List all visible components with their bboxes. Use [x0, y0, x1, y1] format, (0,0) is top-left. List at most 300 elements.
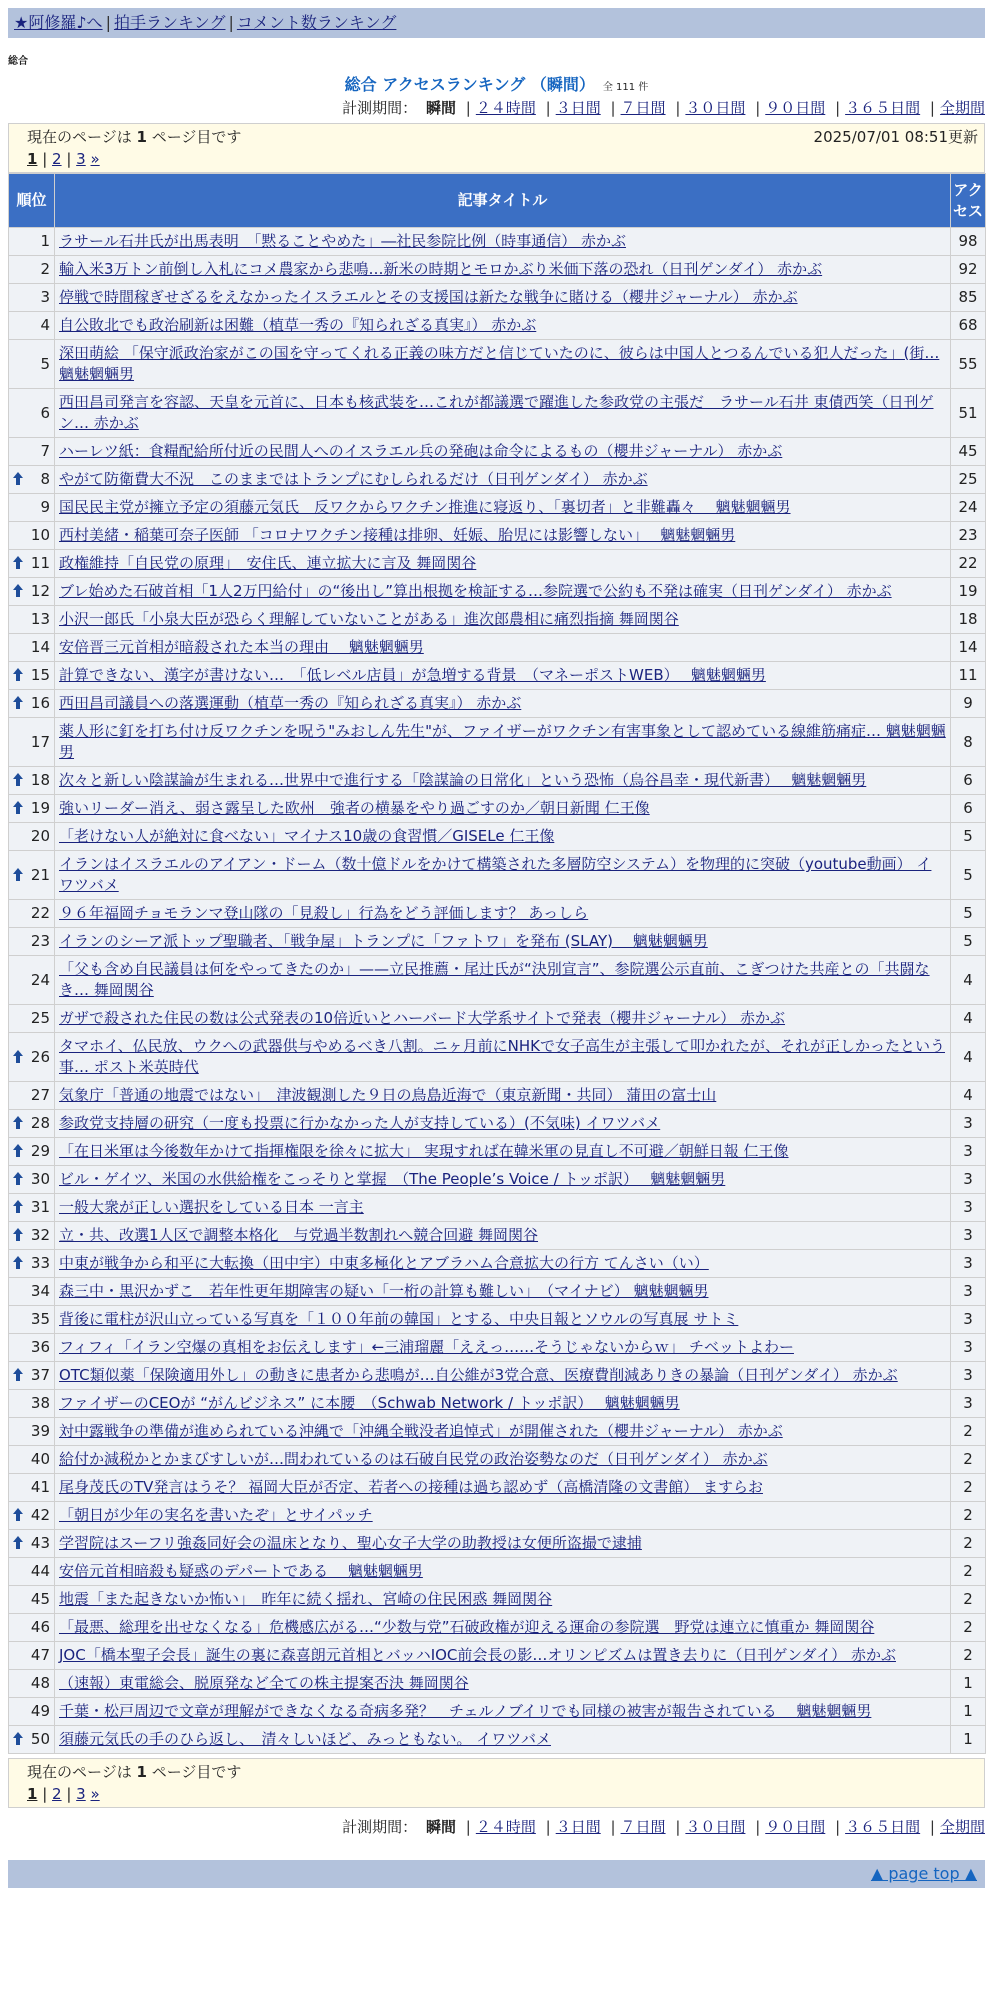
access-count: 3 [951, 1250, 986, 1278]
rank-up-arrow-icon [13, 696, 23, 709]
rank-number: 32 [30, 1226, 50, 1244]
table-row [9, 767, 986, 795]
table-row [9, 284, 986, 312]
period-option-all[interactable]: 全期間 [939, 99, 985, 117]
rank-number: 49 [30, 1702, 50, 1720]
current-page-text: 現在のページは 1 ページ目です [27, 1763, 242, 1781]
rank-up-arrow-icon [13, 1050, 23, 1063]
rank-cell [9, 928, 55, 956]
article-title-link[interactable]: 「最悪、総理を出せなくなる」危機感広がる…“少数与党”石破政権が迎える運命の参院選 野党は連立に慎重か 舞岡関谷 [59, 1618, 875, 1636]
table-row [9, 389, 986, 438]
rank-number: 42 [30, 1506, 50, 1524]
article-title-link[interactable]: ガザで殺された住民の数は公式発表の10倍近いとハーバード大学系サイトで発表（櫻井ジャーナル） 赤かぶ [59, 1009, 786, 1027]
article-title-link[interactable]: 森三中・黒沢かずこ 若年性更年期障害の疑い「一桁の計算も難しい」 （マイナビ） 魑魅魍魎男 [59, 1282, 709, 1300]
rank-number: 45 [30, 1590, 50, 1608]
rank-up-arrow-icon [13, 1368, 23, 1381]
access-count: 55 [951, 340, 986, 389]
table-row [9, 1418, 986, 1446]
article-title-link[interactable]: 計算できない、漢字が書けない… 「低レベル店員」が急増する背景 （マネーポストWEB） 魑魅魍魎男 [59, 666, 766, 684]
rank-cell [9, 1698, 55, 1726]
article-title-link[interactable]: 背後に電柱が沢山立っている写真を「１００年前の韓国」とする、中央日報とソウルの写真展 サトミ [59, 1310, 739, 1328]
rank-number: 8 [40, 470, 50, 488]
article-title-link[interactable]: 安倍元首相暗殺も疑惑のデパートである 魑魅魍魎男 [59, 1562, 423, 1580]
rank-cell [9, 1390, 55, 1418]
article-title-link[interactable]: 深田萌絵 「保守派政治家がこの国を守ってくれる正義の味方だと信じていたのに、彼らは中国人とつるんでいる犯人だった」(街… 魑魅魍魎男 [59, 344, 940, 383]
table-row [9, 928, 986, 956]
top-nav-bar [8, 8, 985, 38]
title-cell [55, 1446, 951, 1474]
table-row [9, 1033, 986, 1082]
rank-number: 23 [30, 932, 50, 950]
access-count: 3 [951, 1278, 986, 1306]
title-cell [55, 1166, 951, 1194]
current-page-text: 現在のページは 1 ページ目です [27, 128, 242, 146]
rank-cell [9, 1418, 55, 1446]
access-count: 1 [951, 1698, 986, 1726]
table-row [9, 823, 986, 851]
rank-number: 43 [30, 1534, 50, 1552]
article-title-link[interactable]: （速報）東電総会、脱原発など全ての株主提案否決 舞岡関谷 [59, 1674, 469, 1692]
rank-number: 11 [30, 554, 50, 572]
article-title-link[interactable]: 給付か減税かとかまびすしいが…問われているのは石破自民党の政治姿勢なのだ（日刊ゲンダイ） 赤かぶ [59, 1450, 768, 1468]
period-option-3d[interactable]: ３日間 [555, 1818, 601, 1836]
table-row [9, 1138, 986, 1166]
title-cell [55, 956, 951, 1005]
article-title-link[interactable]: 輸入米3万トン前倒し入札にコメ農家から悲鳴…新米の時期とモロかぶり米価下落の恐れ（日刊ゲンダイ） 赤かぶ [59, 260, 823, 278]
table-row [9, 606, 986, 634]
table-row [9, 438, 986, 466]
table-row [9, 1530, 986, 1558]
article-title-link[interactable]: OTC類似薬「保険適用外し」の動きに患者から悲鳴が…自公維が3党合意、医療費削減ありきの暴論（日刊ゲンダイ） 赤かぶ [59, 1366, 898, 1384]
access-count: 51 [951, 389, 986, 438]
title-cell [55, 522, 951, 550]
article-title-link[interactable]: 強いリーダー消え、弱さ露呈した欧州 強者の横暴をやり過ごすのか／朝日新聞 仁王像 [59, 799, 650, 817]
title-cell [55, 1194, 951, 1222]
rank-cell [9, 1474, 55, 1502]
rank-number: 28 [30, 1114, 50, 1132]
rank-cell [9, 900, 55, 928]
rank-number: 29 [30, 1142, 50, 1160]
access-count: 11 [951, 662, 986, 690]
table-row [9, 522, 986, 550]
table-row [9, 466, 986, 494]
period-current: 瞬間 [425, 1818, 456, 1836]
table-row [9, 795, 986, 823]
article-title-link[interactable]: 停戦で時間稼ぎせざるをえなかったイスラエルとその支援国は新たな戦争に賭ける（櫻井ジャーナル） 赤かぶ [59, 288, 798, 306]
article-title-link[interactable]: フィフィ「イラン空爆の真相をお伝えします」←三浦瑠麗「ええっ……そうじゃないからｗ」 チベットよわー [59, 1338, 794, 1356]
table-row [9, 1306, 986, 1334]
rank-number: 7 [40, 442, 50, 460]
rank-cell [9, 795, 55, 823]
article-title-link[interactable]: 地震「また起きないか怖い」 昨年に続く揺れ、宮崎の住民困惑 舞岡関谷 [59, 1590, 553, 1608]
table-row [9, 256, 986, 284]
table-row [9, 634, 986, 662]
page-link-next[interactable]: » [90, 1785, 100, 1803]
table-row [9, 1474, 986, 1502]
period-option-30d[interactable]: ３０日間 [685, 1818, 746, 1836]
page-link-3[interactable]: 3 [76, 1785, 86, 1803]
table-row [9, 956, 986, 1005]
article-title-link[interactable]: 参政党支持層の研究（一度も投票に行かなかった人が支持している）(不気味) イワツバメ [59, 1114, 661, 1132]
rank-number: 19 [30, 799, 50, 817]
total-count: 全 111 件 [602, 82, 649, 93]
rank-number: 13 [30, 610, 50, 628]
rank-number: 6 [40, 403, 50, 422]
article-title-link[interactable]: 西村美緒・稲葉可奈子医師 「コロナワクチン接種は排卵、妊娠、胎児には影響しない」 魑魅魍魎男 [59, 526, 736, 544]
rank-cell [9, 1138, 55, 1166]
page-top-link[interactable]: ▲ page top ▲ [870, 1864, 977, 1883]
page-link-3[interactable]: 3 [76, 150, 86, 168]
rank-up-arrow-icon [13, 1732, 23, 1745]
page-link-2[interactable]: 2 [52, 1785, 62, 1803]
rank-cell [9, 312, 55, 340]
access-count: 4 [951, 1005, 986, 1033]
rank-up-arrow-icon [13, 868, 23, 881]
access-count: 2 [951, 1530, 986, 1558]
rank-number: 47 [30, 1646, 50, 1664]
access-count: 45 [951, 438, 986, 466]
rank-up-arrow-icon [13, 1116, 23, 1129]
article-title-link[interactable]: イランのシーア派トップ聖職者、「戦争屋」トランプに「ファトワ」を発布 (SLAY) 魑魅魍魎男 [59, 932, 708, 950]
title-cell [55, 1530, 951, 1558]
title-cell [55, 340, 951, 389]
access-count: 24 [951, 494, 986, 522]
rank-number: 1 [40, 232, 50, 250]
footer-bar [8, 1860, 985, 1888]
rank-cell [9, 1362, 55, 1390]
title-cell [55, 1033, 951, 1082]
rank-cell [9, 1586, 55, 1614]
table-row [9, 340, 986, 389]
title-cell [55, 1110, 951, 1138]
access-count: 6 [951, 767, 986, 795]
rank-cell [9, 1194, 55, 1222]
article-title-link[interactable]: 西田昌司議員への落選運動（植草一秀の『知られざる真実』） 赤かぶ [59, 694, 522, 712]
table-row [9, 1362, 986, 1390]
rank-number: 4 [40, 316, 50, 334]
period-option-30d[interactable]: ３０日間 [685, 99, 746, 117]
article-title-link[interactable]: ビル・ゲイツ、米国の水供給権をこっそりと掌握 （The People’s Voice / トッポ訳） 魑魅魍魎男 [59, 1170, 726, 1188]
table-row [9, 1250, 986, 1278]
rank-number: 9 [40, 498, 50, 516]
rank-number: 15 [30, 666, 50, 684]
table-row [9, 1698, 986, 1726]
article-title-link[interactable]: 一般大衆が正しい選択をしている日本 一言主 [59, 1198, 364, 1216]
article-title-link[interactable]: イランはイスラエルのアイアン・ドーム（数十億ドルをかけて構築された多層防空システム）を物理的に突破（youtube動画） イワツバメ [59, 855, 932, 894]
rank-up-arrow-icon [13, 1508, 23, 1521]
article-title-link[interactable]: 薬人形に釘を打ち付け反ワクチンを呪う"みおしん先生"が、ファイザーがワクチン有害事象として認めている線維筋痛症… 魑魅魍魎男 [59, 722, 946, 761]
access-count: 2 [951, 1502, 986, 1530]
rank-cell [9, 690, 55, 718]
rank-number: 37 [30, 1366, 50, 1384]
title-cell [55, 900, 951, 928]
period-current: 瞬間 [425, 99, 456, 117]
access-count: 2 [951, 1474, 986, 1502]
rank-cell [9, 1530, 55, 1558]
access-count: 3 [951, 1334, 986, 1362]
table-row [9, 1110, 986, 1138]
article-title-link[interactable]: ラサール石井氏が出馬表明 「黙ることやめた」―社民参院比例（時事通信） 赤かぶ [59, 232, 626, 250]
access-count: 2 [951, 1558, 986, 1586]
title-cell [55, 256, 951, 284]
rank-cell [9, 1614, 55, 1642]
access-count: 5 [951, 823, 986, 851]
pagination: 1 | 2 | 3 » [27, 1785, 100, 1803]
rank-cell [9, 228, 55, 256]
title-cell [55, 1558, 951, 1586]
article-title-link[interactable]: 安倍晋三元首相が暗殺された本当の理由 魑魅魍魎男 [59, 638, 424, 656]
article-title-link[interactable]: ブレ始めた石破首相「1人2万円給付」の“後出し”算出根拠を検証する…参院選で公約も不発は確実（日刊ゲンダイ） 赤かぶ [59, 582, 892, 600]
rank-cell [9, 606, 55, 634]
article-title-link[interactable]: 次々と新しい陰謀論が生まれる…世界中で進行する「陰謀論の日常化」という恐怖（烏谷昌幸・現代新書） 魑魅魍魎男 [59, 771, 867, 789]
rank-number: 2 [40, 260, 50, 278]
access-count: 19 [951, 578, 986, 606]
article-title-link[interactable]: ファイザーのCEOが “がんビジネス” に本腰 （Schwab Network / トッポ訳） 魑魅魍魎男 [59, 1394, 680, 1412]
article-title-link[interactable]: 政権維持「自民党の原理」 安住氏、連立拡大に言及 舞岡関谷 [59, 554, 477, 572]
rank-cell [9, 1306, 55, 1334]
rank-up-arrow-icon [13, 801, 23, 814]
breadcrumb: 総合 [8, 56, 28, 67]
table-row [9, 1726, 986, 1754]
access-count: 2 [951, 1446, 986, 1474]
title-cell [55, 1390, 951, 1418]
period-option-24h[interactable]: ２４時間 [475, 1818, 536, 1836]
title-cell [55, 928, 951, 956]
access-count: 3 [951, 1138, 986, 1166]
title-cell [55, 767, 951, 795]
article-title-link[interactable]: 中東が戦争から和平に大転換（田中宇）中東多極化とアブラハム合意拡大の行方 てんさい（い） [59, 1254, 709, 1272]
title-cell [55, 1250, 951, 1278]
nav-link-asyura[interactable]: ★阿修羅♪へ [14, 13, 103, 32]
article-title-link[interactable]: 小沢一郎氏「小泉大臣が恐らく理解していないことがある」進次郎農相に痛烈指摘 舞岡関谷 [59, 610, 679, 628]
title-cell [55, 1698, 951, 1726]
page-info-top [8, 123, 985, 173]
rank-up-arrow-icon [13, 584, 23, 597]
access-count: 4 [951, 1033, 986, 1082]
period-option-24h[interactable]: ２４時間 [475, 99, 536, 117]
rank-number: 3 [40, 288, 50, 306]
table-row [9, 662, 986, 690]
period-option-90d[interactable]: ９０日間 [765, 1818, 826, 1836]
table-row [9, 1614, 986, 1642]
rank-up-arrow-icon [13, 556, 23, 569]
page-info-bottom [8, 1758, 985, 1808]
table-row [9, 1222, 986, 1250]
rank-cell [9, 1726, 55, 1754]
access-count: 3 [951, 1306, 986, 1334]
title-cell [55, 1082, 951, 1110]
nav-separator: | [228, 13, 234, 32]
rank-number: 38 [30, 1394, 50, 1412]
rank-cell [9, 1558, 55, 1586]
table-row [9, 1194, 986, 1222]
title-cell [55, 634, 951, 662]
article-title-link[interactable]: 西田昌司発言を容認、天皇を元首に、日本も核武装を…これが都議選で躍進した参政党の主張だ ラサール石井 東債西笑（日刊ゲン… 赤かぶ [59, 393, 934, 432]
table-row [9, 1642, 986, 1670]
period-selector-bottom: 計測期間： 瞬間 | ２４時間 | ３日間 | ７日間 | ３０日間 | ９０日間 | ３６５日間 | 全期間 [342, 1818, 985, 1836]
nav-link-comment-ranking[interactable]: コメント数ランキング [236, 13, 397, 32]
rank-cell [9, 340, 55, 389]
article-title-link[interactable]: 国民民主党が擁立予定の須藤元気氏 反ワクからワクチン推進に寝返り、「裏切者」と非難轟々 魑魅魍魎男 [59, 498, 791, 516]
rank-cell [9, 823, 55, 851]
access-count: 92 [951, 256, 986, 284]
article-title-link[interactable]: 尾身茂氏のTV発言はうそ？ 福岡大臣が否定、若者への接種は過ち認めず（高橋清隆の文書館） ますらお [59, 1478, 763, 1496]
rank-cell [9, 956, 55, 1005]
page-link-1[interactable]: 1 [27, 150, 38, 168]
title-cell [55, 1642, 951, 1670]
rank-number: 20 [30, 827, 50, 845]
rank-number: 46 [30, 1618, 50, 1636]
article-title-link[interactable]: 「朝日が少年の実名を書いたぞ」とサイパッチ [59, 1506, 373, 1524]
rank-cell [9, 767, 55, 795]
page-link-next[interactable]: » [90, 150, 100, 168]
article-title-link[interactable]: 須藤元気氏の手のひら返し、 清々しいほど、みっともない。 イワツバメ [59, 1730, 551, 1748]
title-cell [55, 1726, 951, 1754]
period-option-90d[interactable]: ９０日間 [765, 99, 826, 117]
rank-cell [9, 389, 55, 438]
rank-number: 17 [30, 732, 50, 751]
rank-up-arrow-icon [13, 668, 23, 681]
rank-cell [9, 1334, 55, 1362]
period-option-365d[interactable]: ３６５日間 [845, 1818, 921, 1836]
access-count: 2 [951, 1614, 986, 1642]
access-count: 3 [951, 1222, 986, 1250]
table-row [9, 550, 986, 578]
title-cell [55, 284, 951, 312]
period-option-all[interactable]: 全期間 [939, 1818, 985, 1836]
title-cell [55, 851, 951, 900]
period-option-365d[interactable]: ３６５日間 [845, 99, 921, 117]
page-link-1[interactable]: 1 [27, 1785, 38, 1803]
access-count: 5 [951, 900, 986, 928]
rank-number: 25 [30, 1009, 50, 1027]
table-row [9, 900, 986, 928]
access-count: 3 [951, 1110, 986, 1138]
rank-number: 50 [30, 1730, 50, 1748]
article-title-link[interactable]: 「父も含め自民議員は何をやってきたのか」——立民推薦・尾辻氏が“決別宣言”、参院選公示直前、こぎつけた共産との「共闘なき… 舞岡関谷 [59, 960, 930, 999]
rank-number: 35 [30, 1310, 50, 1328]
access-count: 68 [951, 312, 986, 340]
article-title-link[interactable]: やがて防衛費大不況 このままではトランプにむしられるだけ（日刊ゲンダイ） 赤かぶ [59, 470, 648, 488]
access-count: 8 [951, 718, 986, 767]
rank-up-arrow-icon [13, 1536, 23, 1549]
table-row [9, 1446, 986, 1474]
article-title-link[interactable]: ハーレツ紙：食糧配給所付近の民間人へのイスラエル兵の発砲は命令によるもの（櫻井ジャーナル） 赤かぶ [59, 442, 783, 460]
title-cell [55, 1586, 951, 1614]
rank-cell [9, 1642, 55, 1670]
article-title-link[interactable]: 対中露戦争の準備が進められている沖縄で「沖縄全戦没者追悼式」が開催された（櫻井ジャーナル） 赤かぶ [59, 1422, 783, 1440]
table-row [9, 690, 986, 718]
column-header-access: アクセス [951, 174, 986, 228]
article-title-link[interactable]: 気象庁「普通の地震ではない」 津波観測した９日の鳥島近海で（東京新聞・共同） 蒲田の富士山 [59, 1086, 717, 1104]
table-row [9, 1166, 986, 1194]
rank-cell [9, 438, 55, 466]
title-cell [55, 550, 951, 578]
title-cell [55, 1306, 951, 1334]
rank-number: 48 [30, 1674, 50, 1692]
access-count: 3 [951, 1362, 986, 1390]
article-title-link[interactable]: 千葉・松戸周辺で文章が理解ができなくなる奇病多発？ チェルノブイリでも同様の被害が報告されている 魑魅魍魎男 [59, 1702, 872, 1720]
rank-cell [9, 494, 55, 522]
title-cell [55, 1278, 951, 1306]
table-row [9, 1586, 986, 1614]
title-cell [55, 606, 951, 634]
rank-cell [9, 1082, 55, 1110]
article-title-link[interactable]: 自公敗北でも政治刷新は困難（植草一秀の『知られざる真実』） 赤かぶ [59, 316, 537, 334]
rank-cell [9, 256, 55, 284]
rank-number: 21 [30, 865, 50, 884]
rank-cell [9, 1250, 55, 1278]
access-count: 18 [951, 606, 986, 634]
rank-cell [9, 1222, 55, 1250]
rank-up-arrow-icon [13, 1172, 23, 1185]
nav-link-applause-ranking[interactable]: 拍手ランキング [113, 13, 226, 32]
article-title-link[interactable]: ９６年福岡チョモランマ登山隊の「見殺し」行為をどう評価します？ あっしら [59, 904, 589, 922]
rank-cell [9, 718, 55, 767]
table-row [9, 1390, 986, 1418]
rank-up-arrow-icon [13, 1144, 23, 1157]
table-row [9, 578, 986, 606]
period-option-3d[interactable]: ３日間 [555, 99, 601, 117]
rank-cell [9, 284, 55, 312]
rank-number: 12 [30, 582, 50, 600]
rank-number: 31 [30, 1198, 50, 1216]
rank-number: 27 [30, 1086, 50, 1104]
article-title-link[interactable]: JOC「橋本聖子会長」誕生の裏に森喜朗元首相とバッハIOC前会長の影…オリンピズムは置き去りに（日刊ゲンダイ） 赤かぶ [59, 1646, 896, 1664]
article-title-link[interactable]: 「老けない人が絶対に食べない」マイナス10歳の食習慣／GISELe 仁王像 [59, 827, 555, 845]
article-title-link[interactable]: 立・共、改選1人区で調整本格化 与党過半数割れへ競合回避 舞岡関谷 [59, 1226, 539, 1244]
access-count: 22 [951, 550, 986, 578]
rank-cell [9, 1446, 55, 1474]
table-row [9, 1558, 986, 1586]
rank-cell [9, 1033, 55, 1082]
title-cell [55, 466, 951, 494]
period-option-7d[interactable]: ７日間 [620, 99, 666, 117]
updated-timestamp: 2025/07/01 08:51更新 [813, 128, 978, 146]
table-row [9, 1502, 986, 1530]
rank-cell [9, 550, 55, 578]
rank-cell [9, 1278, 55, 1306]
rank-cell [9, 1166, 55, 1194]
title-cell [55, 1614, 951, 1642]
page-title: 総合 アクセスランキング （瞬間） [344, 75, 595, 94]
title-cell [55, 438, 951, 466]
page-link-2[interactable]: 2 [52, 150, 62, 168]
article-title-link[interactable]: 学習院はスーフリ強姦同好会の温床となり、聖心女子大学の助教授は女便所盗撮で逮捕 [59, 1534, 642, 1552]
table-row [9, 718, 986, 767]
nav-separator: | [105, 13, 111, 32]
period-option-7d[interactable]: ７日間 [620, 1818, 666, 1836]
access-count: 2 [951, 1586, 986, 1614]
access-count: 3 [951, 1166, 986, 1194]
title-cell [55, 228, 951, 256]
article-title-link[interactable]: タマホイ、仏民放、ウクへの武器供与やめるべき八割。ニヶ月前にNHKで女子高生が主張して叩かれたが、それが正しかったという事… ポスト米英時代 [59, 1037, 945, 1076]
rank-cell [9, 851, 55, 900]
period-label: 計測期間： [342, 99, 418, 117]
column-header-title: 記事タイトル [55, 174, 951, 228]
rank-up-arrow-icon [13, 1200, 23, 1213]
rank-number: 14 [30, 638, 50, 656]
rank-number: 44 [30, 1562, 50, 1580]
rank-number: 26 [30, 1047, 50, 1066]
column-header-rank: 順位 [9, 174, 55, 228]
title-cell [55, 1005, 951, 1033]
table-row [9, 851, 986, 900]
rank-number: 30 [30, 1170, 50, 1188]
table-header-row [9, 174, 986, 228]
article-title-link[interactable]: 「在日米軍は今後数年かけて指揮権限を徐々に拡大」 実現すれば在韓米軍の見直し不可避／朝鮮日報 仁王像 [59, 1142, 789, 1160]
table-row [9, 1670, 986, 1698]
